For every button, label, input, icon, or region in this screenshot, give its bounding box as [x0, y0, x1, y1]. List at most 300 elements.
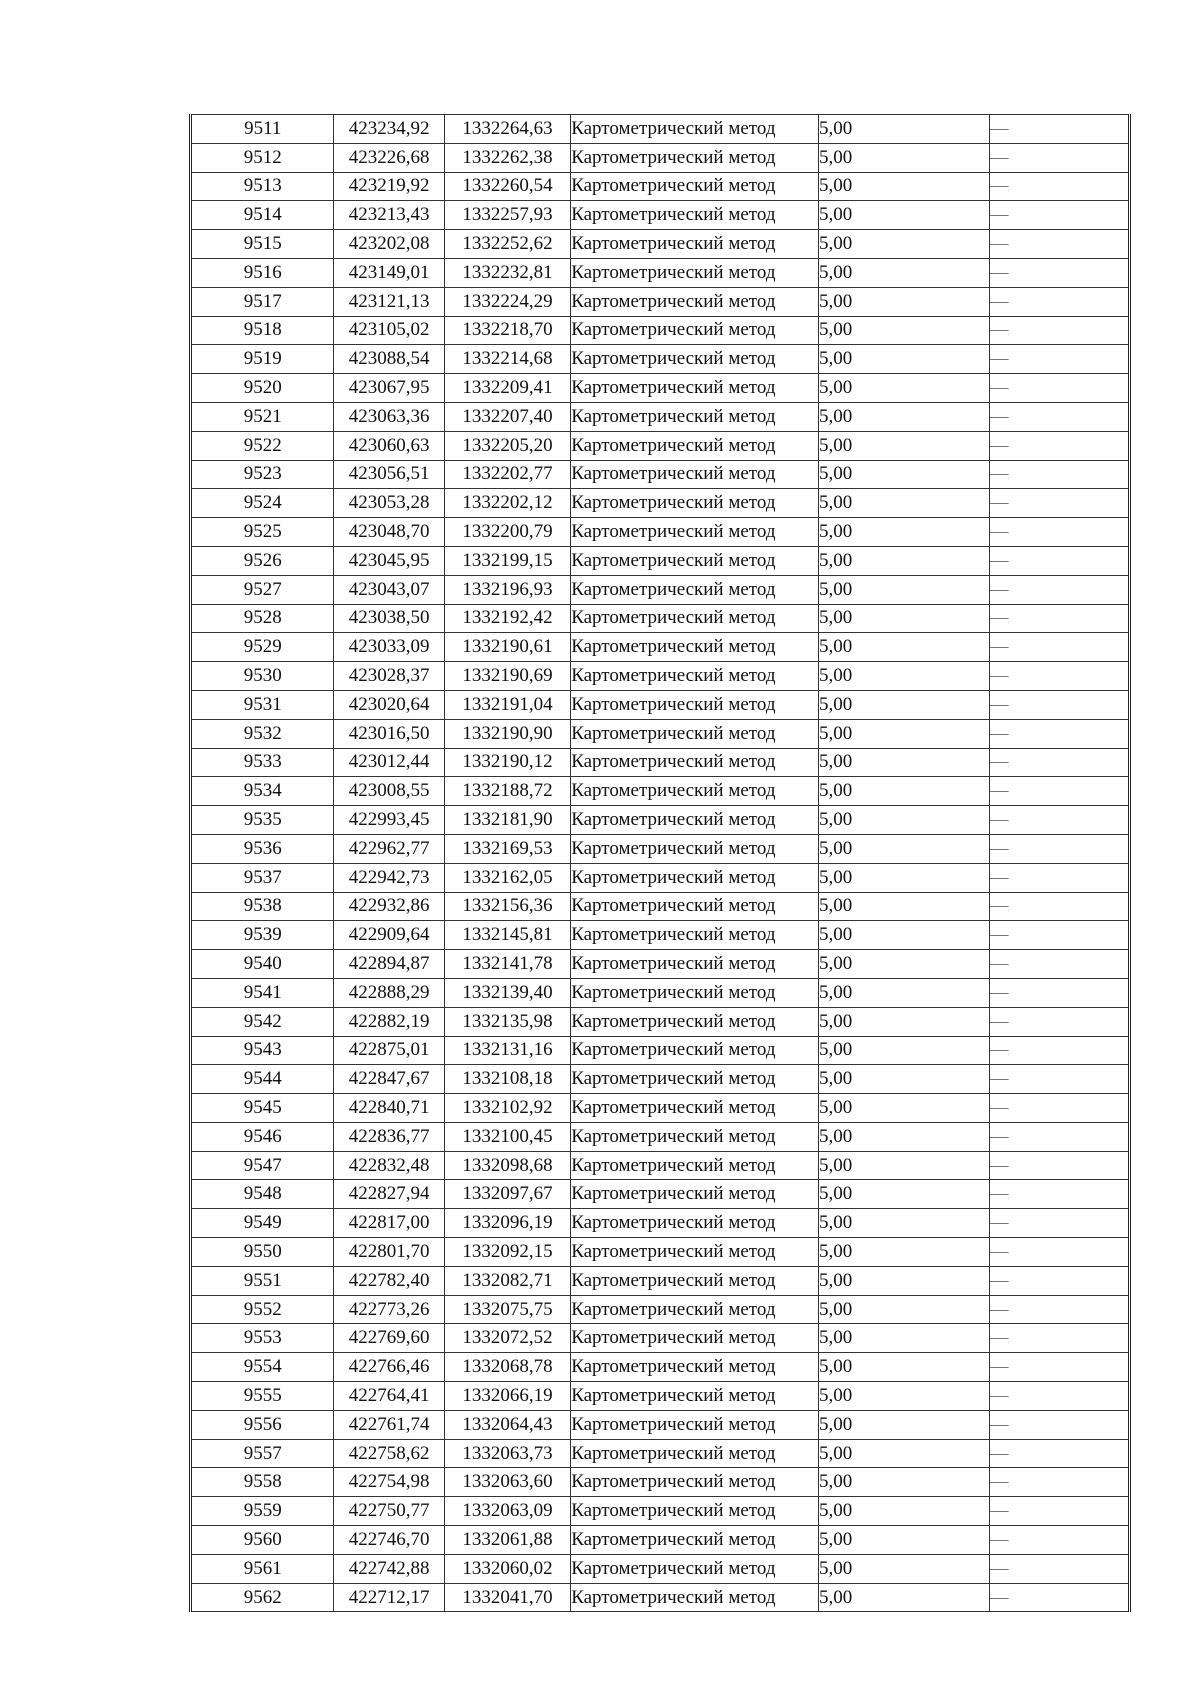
y-coordinate-cell: 1332190,69 — [444, 662, 570, 691]
description-cell: — — [989, 1266, 1130, 1295]
table-row — [191, 1497, 1130, 1526]
point-number-cell: 9535 — [191, 806, 334, 835]
table-row — [191, 892, 1130, 921]
y-coordinate-cell: 1332190,90 — [444, 719, 570, 748]
y-coordinate-cell: 1332192,42 — [444, 604, 570, 633]
x-coordinate-cell: 422932,86 — [334, 892, 444, 921]
point-number-cell: 9521 — [191, 402, 334, 431]
x-coordinate-cell: 422773,26 — [334, 1295, 444, 1324]
accuracy-cell: 5,00 — [818, 834, 989, 863]
description-cell: — — [989, 230, 1130, 259]
y-coordinate-cell: 1332100,45 — [444, 1122, 570, 1151]
method-cell: Картометрический метод — [571, 345, 819, 374]
accuracy-cell: 5,00 — [818, 1036, 989, 1065]
method-cell: Картометрический метод — [571, 892, 819, 921]
y-coordinate-cell: 1332202,77 — [444, 460, 570, 489]
point-number-cell: 9556 — [191, 1410, 334, 1439]
table-row — [191, 1583, 1130, 1612]
method-cell: Картометрический метод — [571, 978, 819, 1007]
point-number-cell: 9528 — [191, 604, 334, 633]
point-number-cell: 9545 — [191, 1094, 334, 1123]
table-row — [191, 518, 1130, 547]
x-coordinate-cell: 423043,07 — [334, 575, 444, 604]
y-coordinate-cell: 1332196,93 — [444, 575, 570, 604]
accuracy-cell: 5,00 — [818, 143, 989, 172]
description-cell: — — [989, 1036, 1130, 1065]
x-coordinate-cell: 423033,09 — [334, 633, 444, 662]
x-coordinate-cell: 422754,98 — [334, 1468, 444, 1497]
point-number-cell: 9529 — [191, 633, 334, 662]
accuracy-cell: 5,00 — [818, 1122, 989, 1151]
y-coordinate-cell: 1332232,81 — [444, 258, 570, 287]
x-coordinate-cell: 422761,74 — [334, 1410, 444, 1439]
accuracy-cell: 5,00 — [818, 1410, 989, 1439]
accuracy-cell: 5,00 — [818, 806, 989, 835]
table-row — [191, 950, 1130, 979]
point-number-cell: 9532 — [191, 719, 334, 748]
point-number-cell: 9525 — [191, 518, 334, 547]
accuracy-cell: 5,00 — [818, 1209, 989, 1238]
point-number-cell: 9515 — [191, 230, 334, 259]
x-coordinate-cell: 423105,02 — [334, 316, 444, 345]
table-row — [191, 1036, 1130, 1065]
description-cell: — — [989, 1209, 1130, 1238]
method-cell: Картометрический метод — [571, 460, 819, 489]
description-cell: — — [989, 1295, 1130, 1324]
table-row — [191, 546, 1130, 575]
accuracy-cell: 5,00 — [818, 258, 989, 287]
method-cell: Картометрический метод — [571, 1122, 819, 1151]
x-coordinate-cell: 422847,67 — [334, 1065, 444, 1094]
accuracy-cell: 5,00 — [818, 172, 989, 201]
table-row — [191, 834, 1130, 863]
table-row — [191, 287, 1130, 316]
point-number-cell: 9524 — [191, 489, 334, 518]
method-cell: Картометрический метод — [571, 690, 819, 719]
table-row — [191, 1151, 1130, 1180]
description-cell: — — [989, 748, 1130, 777]
y-coordinate-cell: 1332075,75 — [444, 1295, 570, 1324]
x-coordinate-cell: 422750,77 — [334, 1497, 444, 1526]
point-number-cell: 9561 — [191, 1554, 334, 1583]
accuracy-cell: 5,00 — [818, 1439, 989, 1468]
point-number-cell: 9547 — [191, 1151, 334, 1180]
point-number-cell: 9557 — [191, 1439, 334, 1468]
point-number-cell: 9527 — [191, 575, 334, 604]
point-number-cell: 9540 — [191, 950, 334, 979]
accuracy-cell: 5,00 — [818, 201, 989, 230]
accuracy-cell: 5,00 — [818, 1526, 989, 1555]
point-number-cell: 9546 — [191, 1122, 334, 1151]
x-coordinate-cell: 422942,73 — [334, 863, 444, 892]
x-coordinate-cell: 422782,40 — [334, 1266, 444, 1295]
accuracy-cell: 5,00 — [818, 402, 989, 431]
description-cell: — — [989, 345, 1130, 374]
x-coordinate-cell: 423038,50 — [334, 604, 444, 633]
table-row — [191, 345, 1130, 374]
table-row — [191, 1209, 1130, 1238]
table-row — [191, 1238, 1130, 1267]
y-coordinate-cell: 1332131,16 — [444, 1036, 570, 1065]
point-number-cell: 9520 — [191, 374, 334, 403]
method-cell: Картометрический метод — [571, 1353, 819, 1382]
y-coordinate-cell: 1332102,92 — [444, 1094, 570, 1123]
description-cell: — — [989, 374, 1130, 403]
table-row — [191, 863, 1130, 892]
point-number-cell: 9534 — [191, 777, 334, 806]
method-cell: Картометрический метод — [571, 1497, 819, 1526]
point-number-cell: 9517 — [191, 287, 334, 316]
point-number-cell: 9523 — [191, 460, 334, 489]
coordinates-table — [189, 114, 1131, 1612]
description-cell: — — [989, 1554, 1130, 1583]
method-cell: Картометрический метод — [571, 662, 819, 691]
x-coordinate-cell: 422882,19 — [334, 1007, 444, 1036]
x-coordinate-cell: 423213,43 — [334, 201, 444, 230]
point-number-cell: 9553 — [191, 1324, 334, 1353]
y-coordinate-cell: 1332096,19 — [444, 1209, 570, 1238]
table-row — [191, 719, 1130, 748]
accuracy-cell: 5,00 — [818, 863, 989, 892]
description-cell: — — [989, 143, 1130, 172]
x-coordinate-cell: 423053,28 — [334, 489, 444, 518]
description-cell: — — [989, 1151, 1130, 1180]
x-coordinate-cell: 423088,54 — [334, 345, 444, 374]
table-row — [191, 1554, 1130, 1583]
table-row — [191, 1468, 1130, 1497]
point-number-cell: 9519 — [191, 345, 334, 374]
table-row — [191, 575, 1130, 604]
table-row — [191, 777, 1130, 806]
accuracy-cell: 5,00 — [818, 690, 989, 719]
point-number-cell: 9542 — [191, 1007, 334, 1036]
y-coordinate-cell: 1332145,81 — [444, 921, 570, 950]
x-coordinate-cell: 422766,46 — [334, 1353, 444, 1382]
table-row — [191, 1295, 1130, 1324]
y-coordinate-cell: 1332097,67 — [444, 1180, 570, 1209]
table-row — [191, 978, 1130, 1007]
y-coordinate-cell: 1332205,20 — [444, 431, 570, 460]
description-cell: — — [989, 921, 1130, 950]
y-coordinate-cell: 1332072,52 — [444, 1324, 570, 1353]
x-coordinate-cell: 422827,94 — [334, 1180, 444, 1209]
method-cell: Картометрический метод — [571, 1526, 819, 1555]
y-coordinate-cell: 1332063,73 — [444, 1439, 570, 1468]
accuracy-cell: 5,00 — [818, 460, 989, 489]
method-cell: Картометрический метод — [571, 748, 819, 777]
method-cell: Картометрический метод — [571, 431, 819, 460]
point-number-cell: 9531 — [191, 690, 334, 719]
method-cell: Картометрический метод — [571, 489, 819, 518]
table-row — [191, 374, 1130, 403]
method-cell: Картометрический метод — [571, 950, 819, 979]
table-row — [191, 1526, 1130, 1555]
x-coordinate-cell: 423121,13 — [334, 287, 444, 316]
accuracy-cell: 5,00 — [818, 1266, 989, 1295]
description-cell: — — [989, 1353, 1130, 1382]
y-coordinate-cell: 1332098,68 — [444, 1151, 570, 1180]
point-number-cell: 9555 — [191, 1382, 334, 1411]
accuracy-cell: 5,00 — [818, 1353, 989, 1382]
description-cell: — — [989, 633, 1130, 662]
point-number-cell: 9544 — [191, 1065, 334, 1094]
y-coordinate-cell: 1332257,93 — [444, 201, 570, 230]
table-row — [191, 258, 1130, 287]
description-cell: — — [989, 1468, 1130, 1497]
method-cell: Картометрический метод — [571, 1583, 819, 1612]
point-number-cell: 9537 — [191, 863, 334, 892]
table-row — [191, 115, 1130, 144]
method-cell: Картометрический метод — [571, 1295, 819, 1324]
x-coordinate-cell: 423226,68 — [334, 143, 444, 172]
description-cell: — — [989, 115, 1130, 144]
description-cell: — — [989, 1410, 1130, 1439]
accuracy-cell: 5,00 — [818, 575, 989, 604]
method-cell: Картометрический метод — [571, 1324, 819, 1353]
accuracy-cell: 5,00 — [818, 1324, 989, 1353]
method-cell: Картометрический метод — [571, 1151, 819, 1180]
table-row — [191, 1266, 1130, 1295]
y-coordinate-cell: 1332064,43 — [444, 1410, 570, 1439]
method-cell: Картометрический метод — [571, 1238, 819, 1267]
table-row — [191, 1122, 1130, 1151]
description-cell: — — [989, 863, 1130, 892]
table-row — [191, 489, 1130, 518]
x-coordinate-cell: 423048,70 — [334, 518, 444, 547]
table-row — [191, 748, 1130, 777]
description-cell: — — [989, 1526, 1130, 1555]
method-cell: Картометрический метод — [571, 546, 819, 575]
x-coordinate-cell: 423149,01 — [334, 258, 444, 287]
table-row — [191, 690, 1130, 719]
x-coordinate-cell: 423045,95 — [334, 546, 444, 575]
y-coordinate-cell: 1332191,04 — [444, 690, 570, 719]
method-cell: Картометрический метод — [571, 777, 819, 806]
method-cell: Картометрический метод — [571, 719, 819, 748]
y-coordinate-cell: 1332108,18 — [444, 1065, 570, 1094]
y-coordinate-cell: 1332041,70 — [444, 1583, 570, 1612]
description-cell: — — [989, 1065, 1130, 1094]
table-row — [191, 1382, 1130, 1411]
description-cell: — — [989, 1122, 1130, 1151]
point-number-cell: 9511 — [191, 115, 334, 144]
y-coordinate-cell: 1332063,09 — [444, 1497, 570, 1526]
method-cell: Картометрический метод — [571, 1209, 819, 1238]
x-coordinate-cell: 423016,50 — [334, 719, 444, 748]
accuracy-cell: 5,00 — [818, 1468, 989, 1497]
point-number-cell: 9513 — [191, 172, 334, 201]
table-row — [191, 1007, 1130, 1036]
description-cell: — — [989, 546, 1130, 575]
point-number-cell: 9554 — [191, 1353, 334, 1382]
method-cell: Картометрический метод — [571, 1065, 819, 1094]
description-cell: — — [989, 1382, 1130, 1411]
y-coordinate-cell: 1332200,79 — [444, 518, 570, 547]
description-cell: — — [989, 1439, 1130, 1468]
x-coordinate-cell: 422712,17 — [334, 1583, 444, 1612]
description-cell: — — [989, 834, 1130, 863]
point-number-cell: 9558 — [191, 1468, 334, 1497]
x-coordinate-cell: 423202,08 — [334, 230, 444, 259]
accuracy-cell: 5,00 — [818, 1554, 989, 1583]
y-coordinate-cell: 1332209,41 — [444, 374, 570, 403]
accuracy-cell: 5,00 — [818, 1382, 989, 1411]
description-cell: — — [989, 1180, 1130, 1209]
description-cell: — — [989, 662, 1130, 691]
point-number-cell: 9543 — [191, 1036, 334, 1065]
y-coordinate-cell: 1332207,40 — [444, 402, 570, 431]
x-coordinate-cell: 422909,64 — [334, 921, 444, 950]
description-cell: — — [989, 575, 1130, 604]
accuracy-cell: 5,00 — [818, 1065, 989, 1094]
y-coordinate-cell: 1332260,54 — [444, 172, 570, 201]
description-cell: — — [989, 777, 1130, 806]
method-cell: Картометрический метод — [571, 1554, 819, 1583]
y-coordinate-cell: 1332135,98 — [444, 1007, 570, 1036]
accuracy-cell: 5,00 — [818, 1497, 989, 1526]
accuracy-cell: 5,00 — [818, 662, 989, 691]
x-coordinate-cell: 422840,71 — [334, 1094, 444, 1123]
accuracy-cell: 5,00 — [818, 287, 989, 316]
description-cell: — — [989, 518, 1130, 547]
table-row — [191, 1180, 1130, 1209]
method-cell: Картометрический метод — [571, 834, 819, 863]
method-cell: Картометрический метод — [571, 374, 819, 403]
y-coordinate-cell: 1332169,53 — [444, 834, 570, 863]
description-cell: — — [989, 1007, 1130, 1036]
accuracy-cell: 5,00 — [818, 115, 989, 144]
method-cell: Картометрический метод — [571, 806, 819, 835]
table-row — [191, 662, 1130, 691]
x-coordinate-cell: 422769,60 — [334, 1324, 444, 1353]
y-coordinate-cell: 1332063,60 — [444, 1468, 570, 1497]
accuracy-cell: 5,00 — [818, 546, 989, 575]
method-cell: Картометрический метод — [571, 863, 819, 892]
y-coordinate-cell: 1332190,12 — [444, 748, 570, 777]
y-coordinate-cell: 1332162,05 — [444, 863, 570, 892]
method-cell: Картометрический метод — [571, 230, 819, 259]
coordinates-table-body — [191, 115, 1130, 1612]
x-coordinate-cell: 423012,44 — [334, 748, 444, 777]
table-row — [191, 316, 1130, 345]
point-number-cell: 9526 — [191, 546, 334, 575]
table-row — [191, 230, 1130, 259]
table-row — [191, 806, 1130, 835]
x-coordinate-cell: 423063,36 — [334, 402, 444, 431]
point-number-cell: 9560 — [191, 1526, 334, 1555]
y-coordinate-cell: 1332066,19 — [444, 1382, 570, 1411]
method-cell: Картометрический метод — [571, 1036, 819, 1065]
accuracy-cell: 5,00 — [818, 921, 989, 950]
method-cell: Картометрический метод — [571, 1094, 819, 1123]
point-number-cell: 9541 — [191, 978, 334, 1007]
accuracy-cell: 5,00 — [818, 1094, 989, 1123]
method-cell: Картометрический метод — [571, 1468, 819, 1497]
accuracy-cell: 5,00 — [818, 374, 989, 403]
x-coordinate-cell: 422758,62 — [334, 1439, 444, 1468]
table-row — [191, 1065, 1130, 1094]
x-coordinate-cell: 422764,41 — [334, 1382, 444, 1411]
accuracy-cell: 5,00 — [818, 950, 989, 979]
table-row — [191, 1410, 1130, 1439]
point-number-cell: 9562 — [191, 1583, 334, 1612]
y-coordinate-cell: 1332068,78 — [444, 1353, 570, 1382]
table-row — [191, 172, 1130, 201]
accuracy-cell: 5,00 — [818, 1007, 989, 1036]
x-coordinate-cell: 422817,00 — [334, 1209, 444, 1238]
accuracy-cell: 5,00 — [818, 892, 989, 921]
description-cell: — — [989, 489, 1130, 518]
accuracy-cell: 5,00 — [818, 1180, 989, 1209]
description-cell: — — [989, 604, 1130, 633]
table-row — [191, 1094, 1130, 1123]
method-cell: Картометрический метод — [571, 1439, 819, 1468]
point-number-cell: 9549 — [191, 1209, 334, 1238]
description-cell: — — [989, 978, 1130, 1007]
method-cell: Картометрический метод — [571, 143, 819, 172]
method-cell: Картометрический метод — [571, 1410, 819, 1439]
method-cell: Картометрический метод — [571, 1180, 819, 1209]
description-cell: — — [989, 1324, 1130, 1353]
point-number-cell: 9548 — [191, 1180, 334, 1209]
point-number-cell: 9512 — [191, 143, 334, 172]
x-coordinate-cell: 423067,95 — [334, 374, 444, 403]
description-cell: — — [989, 258, 1130, 287]
accuracy-cell: 5,00 — [818, 489, 989, 518]
x-coordinate-cell: 423020,64 — [334, 690, 444, 719]
method-cell: Картометрический метод — [571, 575, 819, 604]
description-cell: — — [989, 201, 1130, 230]
method-cell: Картометрический метод — [571, 1382, 819, 1411]
y-coordinate-cell: 1332264,63 — [444, 115, 570, 144]
method-cell: Картометрический метод — [571, 402, 819, 431]
y-coordinate-cell: 1332218,70 — [444, 316, 570, 345]
x-coordinate-cell: 422962,77 — [334, 834, 444, 863]
method-cell: Картометрический метод — [571, 258, 819, 287]
accuracy-cell: 5,00 — [818, 316, 989, 345]
description-cell: — — [989, 806, 1130, 835]
y-coordinate-cell: 1332061,88 — [444, 1526, 570, 1555]
y-coordinate-cell: 1332190,61 — [444, 633, 570, 662]
x-coordinate-cell: 423056,51 — [334, 460, 444, 489]
point-number-cell: 9533 — [191, 748, 334, 777]
method-cell: Картометрический метод — [571, 172, 819, 201]
y-coordinate-cell: 1332141,78 — [444, 950, 570, 979]
table-row — [191, 201, 1130, 230]
point-number-cell: 9514 — [191, 201, 334, 230]
description-cell: — — [989, 172, 1130, 201]
accuracy-cell: 5,00 — [818, 748, 989, 777]
description-cell: — — [989, 402, 1130, 431]
method-cell: Картометрический метод — [571, 921, 819, 950]
y-coordinate-cell: 1332262,38 — [444, 143, 570, 172]
x-coordinate-cell: 422746,70 — [334, 1526, 444, 1555]
x-coordinate-cell: 422888,29 — [334, 978, 444, 1007]
method-cell: Картометрический метод — [571, 633, 819, 662]
description-cell: — — [989, 316, 1130, 345]
accuracy-cell: 5,00 — [818, 1238, 989, 1267]
point-number-cell: 9539 — [191, 921, 334, 950]
accuracy-cell: 5,00 — [818, 719, 989, 748]
method-cell: Картометрический метод — [571, 1266, 819, 1295]
accuracy-cell: 5,00 — [818, 345, 989, 374]
y-coordinate-cell: 1332214,68 — [444, 345, 570, 374]
accuracy-cell: 5,00 — [818, 633, 989, 662]
y-coordinate-cell: 1332199,15 — [444, 546, 570, 575]
description-cell: — — [989, 1238, 1130, 1267]
point-number-cell: 9522 — [191, 431, 334, 460]
y-coordinate-cell: 1332060,02 — [444, 1554, 570, 1583]
